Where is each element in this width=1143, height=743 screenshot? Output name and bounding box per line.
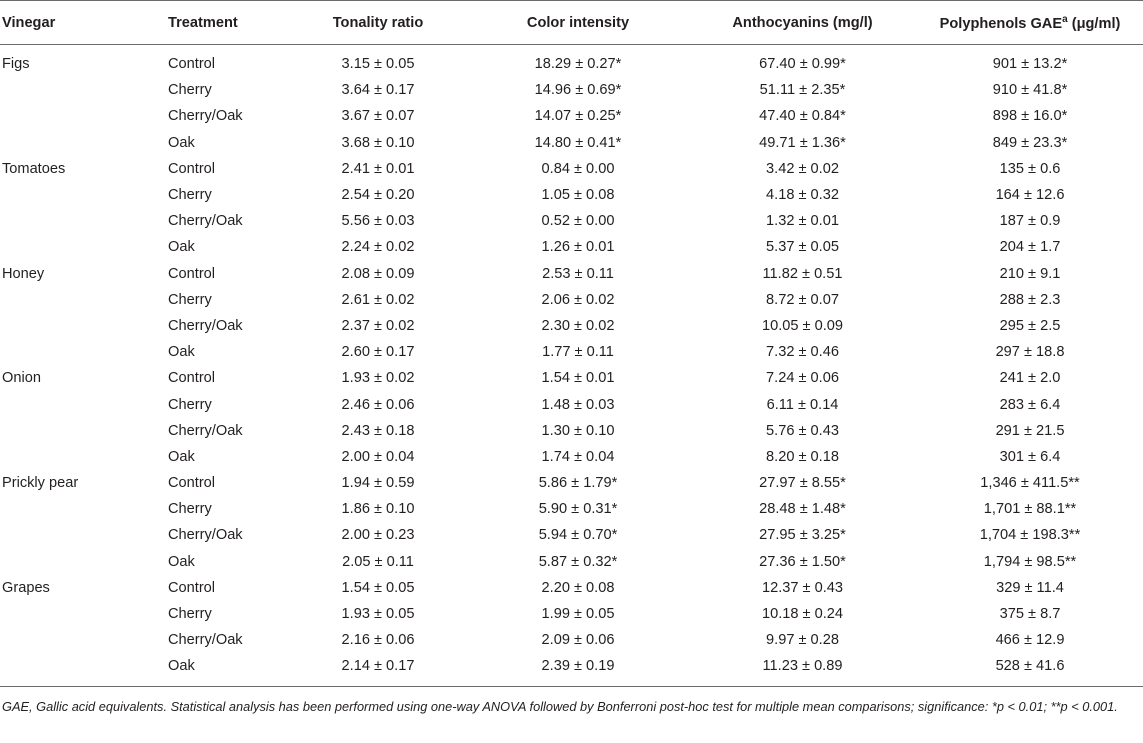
cell-polyphenols: 1,701 ± 88.1** bbox=[983, 501, 1077, 518]
cell-tonality-ratio: 3.67 ± 0.07 bbox=[341, 108, 415, 125]
table-row bbox=[0, 45, 1143, 78]
cell-anthocyanins: 11.82 ± 0.51 bbox=[762, 265, 843, 282]
cell-anthocyanins: 27.95 ± 3.25* bbox=[759, 527, 846, 544]
cell-anthocyanins: 27.36 ± 1.50* bbox=[759, 553, 846, 570]
cell-tonality-ratio: 2.54 ± 0.20 bbox=[341, 187, 415, 204]
cell-tonality-ratio: 1.86 ± 0.10 bbox=[341, 501, 415, 518]
cell-anthocyanins: 1.32 ± 0.01 bbox=[766, 213, 839, 230]
cell-color-intensity: 14.07 ± 0.25* bbox=[534, 108, 622, 125]
table-row bbox=[0, 549, 1143, 575]
cell-color-intensity: 5.86 ± 1.79* bbox=[538, 475, 618, 492]
cell-treatment: Control bbox=[168, 160, 216, 177]
cell-treatment: Cherry bbox=[168, 396, 212, 413]
cell-vinegar bbox=[0, 287, 168, 313]
cell-tonality-ratio: 2.43 ± 0.18 bbox=[341, 422, 415, 439]
cell-color-intensity: 1.74 ± 0.04 bbox=[541, 448, 615, 465]
cell-tonality-ratio: 5.56 ± 0.03 bbox=[341, 213, 415, 230]
cell-color-intensity: 2.20 ± 0.08 bbox=[541, 579, 615, 596]
cell-anthocyanins: 5.76 ± 0.43 bbox=[766, 422, 839, 439]
cell-color-intensity: 1.26 ± 0.01 bbox=[541, 239, 615, 256]
cell-polyphenols: 164 ± 12.6 bbox=[995, 187, 1065, 204]
header-vinegar: Vinegar bbox=[0, 1, 168, 45]
cell-polyphenols: 210 ± 9.1 bbox=[999, 265, 1061, 282]
cell-polyphenols: 1,346 ± 411.5** bbox=[980, 475, 1080, 492]
cell-anthocyanins: 8.72 ± 0.07 bbox=[766, 291, 839, 308]
cell-anthocyanins: 5.37 ± 0.05 bbox=[766, 239, 839, 256]
cell-polyphenols: 241 ± 2.0 bbox=[999, 370, 1061, 387]
table-row bbox=[0, 496, 1143, 522]
table-row bbox=[0, 182, 1143, 208]
cell-polyphenols: 204 ± 1.7 bbox=[999, 239, 1061, 256]
cell-tonality-ratio: 1.93 ± 0.05 bbox=[341, 606, 415, 623]
table-row bbox=[0, 130, 1143, 156]
cell-treatment: Oak bbox=[168, 134, 195, 151]
cell-polyphenols: 528 ± 41.6 bbox=[917, 653, 1143, 686]
cell-treatment: Cherry bbox=[168, 606, 212, 623]
cell-tonality-ratio: 2.14 ± 0.17 bbox=[288, 653, 468, 686]
cell-polyphenols: 301 ± 6.4 bbox=[999, 448, 1061, 465]
table-row bbox=[0, 234, 1143, 260]
cell-treatment: Oak bbox=[168, 344, 195, 361]
table-row bbox=[0, 156, 1143, 182]
cell-tonality-ratio: 1.94 ± 0.59 bbox=[341, 475, 415, 492]
cell-anthocyanins: 49.71 ± 1.36* bbox=[759, 134, 846, 151]
table-row bbox=[0, 418, 1143, 444]
cell-vinegar bbox=[0, 208, 168, 234]
cell-vinegar bbox=[0, 77, 168, 103]
cell-color-intensity: 2.09 ± 0.06 bbox=[541, 632, 615, 649]
cell-vinegar bbox=[0, 601, 168, 627]
cell-color-intensity: 0.84 ± 0.00 bbox=[541, 160, 615, 177]
cell-anthocyanins: 47.40 ± 0.84* bbox=[759, 108, 846, 125]
cell-anthocyanins: 8.20 ± 0.18 bbox=[766, 448, 839, 465]
table-row bbox=[0, 365, 1143, 391]
cell-polyphenols: 898 ± 16.0* bbox=[992, 108, 1068, 125]
cell-anthocyanins: 67.40 ± 0.99* bbox=[759, 56, 846, 73]
table-row bbox=[0, 261, 1143, 287]
table-row bbox=[0, 575, 1143, 601]
cell-tonality-ratio: 2.41 ± 0.01 bbox=[341, 160, 415, 177]
cell-color-intensity: 5.94 ± 0.70* bbox=[538, 527, 618, 544]
cell-treatment: Control bbox=[168, 579, 216, 596]
cell-treatment: Oak bbox=[168, 653, 288, 686]
cell-treatment: Control bbox=[168, 265, 216, 282]
header-tonality-ratio: Tonality ratio bbox=[288, 1, 468, 45]
table-row bbox=[0, 627, 1143, 653]
cell-vinegar bbox=[0, 182, 168, 208]
table-header bbox=[0, 1, 1143, 45]
cell-vinegar: Grapes bbox=[2, 579, 50, 596]
cell-anthocyanins: 4.18 ± 0.32 bbox=[766, 187, 839, 204]
cell-tonality-ratio: 2.05 ± 0.11 bbox=[342, 553, 414, 570]
cell-polyphenols: 135 ± 0.6 bbox=[999, 160, 1061, 177]
cell-polyphenols: 910 ± 41.8* bbox=[992, 82, 1068, 99]
cell-polyphenols: 901 ± 13.2* bbox=[992, 56, 1068, 73]
cell-vinegar: Figs bbox=[2, 56, 30, 73]
cell-vinegar: Prickly pear bbox=[2, 475, 79, 492]
cell-tonality-ratio: 3.68 ± 0.10 bbox=[341, 134, 415, 151]
cell-tonality-ratio: 3.15 ± 0.05 bbox=[341, 56, 415, 73]
cell-anthocyanins: 3.42 ± 0.02 bbox=[766, 160, 839, 177]
cell-vinegar: Honey bbox=[2, 265, 45, 282]
cell-vinegar bbox=[0, 627, 168, 653]
cell-tonality-ratio: 2.00 ± 0.23 bbox=[341, 527, 415, 544]
cell-treatment: Cherry/Oak bbox=[168, 317, 243, 334]
cell-tonality-ratio: 3.64 ± 0.17 bbox=[341, 82, 415, 99]
cell-color-intensity: 5.90 ± 0.31* bbox=[538, 501, 618, 518]
cell-polyphenols: 283 ± 6.4 bbox=[999, 396, 1061, 413]
cell-vinegar bbox=[0, 103, 168, 129]
cell-anthocyanins: 12.37 ± 0.43 bbox=[761, 579, 844, 596]
cell-vinegar bbox=[0, 418, 168, 444]
cell-color-intensity: 2.39 ± 0.19 bbox=[468, 653, 688, 686]
cell-treatment: Control bbox=[168, 370, 216, 387]
cell-vinegar bbox=[0, 234, 168, 260]
table-row bbox=[0, 287, 1143, 313]
header-polyphenols-footnote-mark: a bbox=[1062, 13, 1068, 25]
cell-vinegar bbox=[0, 313, 168, 339]
cell-tonality-ratio: 1.93 ± 0.02 bbox=[341, 370, 415, 387]
cell-treatment: Control bbox=[168, 475, 216, 492]
table-row bbox=[0, 601, 1143, 627]
table-row bbox=[0, 103, 1143, 129]
table-row bbox=[0, 470, 1143, 496]
cell-vinegar bbox=[0, 522, 168, 548]
cell-tonality-ratio: 2.60 ± 0.17 bbox=[341, 344, 415, 361]
cell-color-intensity: 1.30 ± 0.10 bbox=[541, 422, 615, 439]
cell-color-intensity: 2.30 ± 0.02 bbox=[541, 317, 615, 334]
cell-vinegar bbox=[0, 130, 168, 156]
cell-vinegar bbox=[0, 653, 168, 686]
cell-anthocyanins: 27.97 ± 8.55* bbox=[759, 475, 846, 492]
cell-color-intensity: 1.54 ± 0.01 bbox=[541, 370, 615, 387]
cell-treatment: Cherry bbox=[168, 291, 212, 308]
cell-anthocyanins: 9.97 ± 0.28 bbox=[766, 632, 839, 649]
cell-treatment: Oak bbox=[168, 239, 195, 256]
cell-color-intensity: 1.99 ± 0.05 bbox=[541, 606, 615, 623]
table-row bbox=[0, 77, 1143, 103]
cell-polyphenols: 1,704 ± 198.3** bbox=[979, 527, 1081, 544]
cell-polyphenols: 297 ± 18.8 bbox=[995, 344, 1065, 361]
cell-vinegar bbox=[0, 391, 168, 417]
table-footnote: GAE, Gallic acid equivalents. Statistical analysis has been performed using one-way ANOVA followed by Bonferroni post-hoc test for multiple mean comparisons; significance: *p < 0.01; **p < 0.001. bbox=[2, 698, 1118, 714]
table-row bbox=[0, 208, 1143, 234]
cell-tonality-ratio: 2.46 ± 0.06 bbox=[341, 396, 415, 413]
cell-anthocyanins: 6.11 ± 0.14 bbox=[766, 396, 839, 413]
cell-color-intensity: 2.06 ± 0.02 bbox=[541, 291, 615, 308]
cell-vinegar: Tomatoes bbox=[2, 160, 66, 177]
cell-vinegar bbox=[0, 549, 168, 575]
cell-treatment: Cherry bbox=[168, 501, 212, 518]
cell-treatment: Oak bbox=[168, 448, 195, 465]
cell-polyphenols: 291 ± 21.5 bbox=[995, 422, 1065, 439]
header-polyphenols-label: Polyphenols GAE bbox=[939, 15, 1063, 32]
cell-vinegar: Onion bbox=[2, 370, 41, 387]
cell-tonality-ratio: 2.16 ± 0.06 bbox=[341, 632, 415, 649]
cell-treatment: Cherry/Oak bbox=[168, 422, 243, 439]
cell-tonality-ratio: 2.08 ± 0.09 bbox=[341, 265, 415, 282]
header-color-intensity: Color intensity bbox=[468, 1, 688, 45]
cell-tonality-ratio: 2.37 ± 0.02 bbox=[341, 317, 415, 334]
header-treatment: Treatment bbox=[168, 1, 288, 45]
cell-anthocyanins: 11.23 ± 0.89 bbox=[688, 653, 917, 686]
cell-tonality-ratio: 2.00 ± 0.04 bbox=[341, 448, 415, 465]
cell-color-intensity: 2.53 ± 0.11 bbox=[542, 265, 614, 282]
cell-color-intensity: 1.77 ± 0.11 bbox=[542, 344, 614, 361]
cell-anthocyanins: 10.05 ± 0.09 bbox=[761, 317, 844, 334]
cell-color-intensity: 1.05 ± 0.08 bbox=[541, 187, 615, 204]
cell-polyphenols: 1,794 ± 98.5** bbox=[983, 553, 1077, 570]
table-row bbox=[0, 339, 1143, 365]
cell-treatment: Cherry/Oak bbox=[168, 527, 243, 544]
cell-color-intensity: 18.29 ± 0.27* bbox=[534, 56, 622, 73]
header-row bbox=[0, 1, 1143, 45]
header-polyphenols-unit: (μg/ml) bbox=[1067, 15, 1121, 32]
cell-polyphenols: 466 ± 12.9 bbox=[995, 632, 1065, 649]
cell-polyphenols: 375 ± 8.7 bbox=[999, 606, 1061, 623]
cell-color-intensity: 14.80 ± 0.41* bbox=[534, 134, 622, 151]
cell-treatment: Control bbox=[168, 56, 216, 73]
cell-polyphenols: 187 ± 0.9 bbox=[999, 213, 1061, 230]
header-polyphenols bbox=[917, 1, 1143, 45]
cell-treatment: Cherry bbox=[168, 82, 212, 99]
table-row bbox=[0, 522, 1143, 548]
cell-tonality-ratio: 1.54 ± 0.05 bbox=[341, 579, 415, 596]
table-row bbox=[0, 653, 1143, 686]
cell-color-intensity: 14.96 ± 0.69* bbox=[534, 82, 622, 99]
cell-color-intensity: 0.52 ± 0.00 bbox=[541, 213, 615, 230]
cell-polyphenols: 288 ± 2.3 bbox=[999, 291, 1061, 308]
table-row bbox=[0, 444, 1143, 470]
cell-polyphenols: 849 ± 23.3* bbox=[992, 134, 1068, 151]
cell-anthocyanins: 28.48 ± 1.48* bbox=[759, 501, 846, 518]
cell-color-intensity: 1.48 ± 0.03 bbox=[541, 396, 615, 413]
cell-anthocyanins: 7.24 ± 0.06 bbox=[766, 370, 839, 387]
cell-anthocyanins: 7.32 ± 0.46 bbox=[766, 344, 839, 361]
header-anthocyanins: Anthocyanins (mg/l) bbox=[688, 1, 917, 45]
cell-tonality-ratio: 2.24 ± 0.02 bbox=[341, 239, 415, 256]
cell-tonality-ratio: 2.61 ± 0.02 bbox=[341, 291, 415, 308]
table-row bbox=[0, 313, 1143, 339]
table-row bbox=[0, 391, 1143, 417]
cell-treatment: Cherry/Oak bbox=[168, 213, 243, 230]
cell-anthocyanins: 51.11 ± 2.35* bbox=[759, 82, 846, 99]
cell-color-intensity: 5.87 ± 0.32* bbox=[538, 553, 618, 570]
cell-anthocyanins: 10.18 ± 0.24 bbox=[761, 606, 844, 623]
cell-treatment: Cherry/Oak bbox=[168, 108, 243, 125]
cell-treatment: Oak bbox=[168, 553, 195, 570]
cell-polyphenols: 329 ± 11.4 bbox=[996, 579, 1064, 596]
cell-vinegar bbox=[0, 496, 168, 522]
cell-vinegar bbox=[0, 444, 168, 470]
cell-vinegar bbox=[0, 339, 168, 365]
cell-treatment: Cherry bbox=[168, 187, 212, 204]
table-body bbox=[0, 45, 1143, 687]
cell-polyphenols: 295 ± 2.5 bbox=[999, 317, 1061, 334]
cell-treatment: Cherry/Oak bbox=[168, 632, 243, 649]
